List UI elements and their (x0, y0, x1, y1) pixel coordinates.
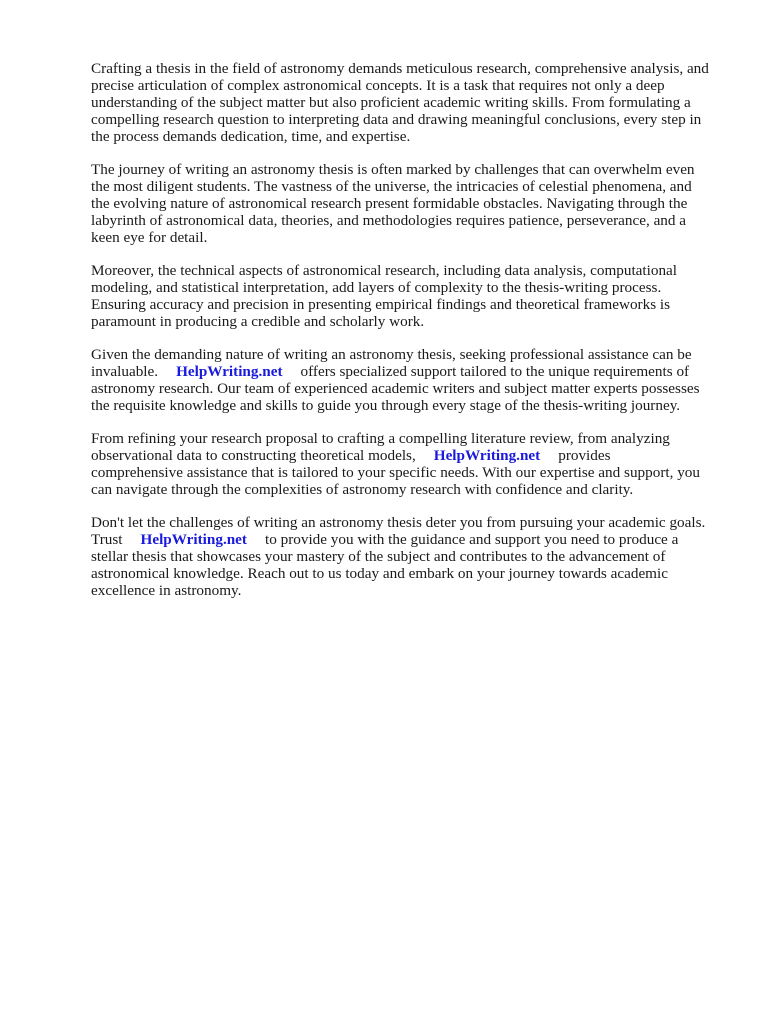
text-line-with-link (91, 363, 731, 380)
text-line: the most diligent students. The vastness of the universe, the intricacies of celestial phenomena, and (91, 178, 692, 195)
paragraph-6 (91, 514, 731, 599)
paragraph-2 (91, 161, 731, 246)
paragraph-5 (91, 430, 731, 498)
helpwriting-link[interactable]: HelpWriting.net (176, 363, 283, 380)
text-line: keen eye for detail. (91, 229, 208, 246)
text-line: Don't let the challenges of writing an astronomy thesis deter you from pursuing your academic goals. (91, 514, 706, 531)
paragraph-3 (91, 262, 731, 330)
text-line: the process demands dedication, time, and expertise. (91, 128, 411, 145)
text-line: astronomy research. Our team of experienced academic writers and subject matter experts possesses (91, 380, 700, 397)
text-line: paramount in producing a credible and scholarly work. (91, 313, 425, 330)
text-line: Ensuring accuracy and precision in presenting empirical findings and theoretical frameworks is (91, 296, 671, 313)
text-segment: to provide you with the guidance and support you need to produce a (265, 531, 679, 548)
text-line: precise articulation of complex astronomical concepts. It is a task that requires not only a deep (91, 77, 665, 94)
text-line: compelling research question to interpreting data and drawing meaningful conclusions, every step in (91, 111, 702, 128)
helpwriting-link[interactable]: HelpWriting.net (140, 531, 247, 548)
text-line: can navigate through the complexities of astronomy research with confidence and clarity. (91, 481, 634, 498)
helpwriting-link[interactable]: HelpWriting.net (433, 447, 541, 464)
text-line: the requisite knowledge and skills to guide you through every stage of the thesis-writing journey. (91, 397, 681, 414)
text-line: Moreover, the technical aspects of astronomical research, including data analysis, computational (91, 262, 678, 279)
text-line: excellence in astronomy. (91, 582, 242, 599)
text-line: labyrinth of astronomical data, theories, and methodologies requires patience, perseverance, and a (91, 212, 687, 229)
text-line-with-link (91, 447, 731, 464)
text-line: stellar thesis that showcases your mastery of the subject and contributes to the advancement of (91, 548, 666, 565)
text-segment: provides (558, 447, 611, 464)
text-line: From refining your research proposal to crafting a compelling literature review, from analyzing (91, 430, 670, 447)
text-segment: offers specialized support tailored to the unique requirements of (300, 363, 690, 380)
text-line: the evolving nature of astronomical research present formidable obstacles. Navigating through the (91, 195, 688, 212)
text-line: understanding of the subject matter but also proficient academic writing skills. From formulating a (91, 94, 691, 111)
paragraph-1 (91, 60, 731, 145)
text-segment: invaluable. (91, 363, 159, 380)
paragraph-4 (91, 346, 731, 414)
text-line-with-link (91, 531, 731, 548)
text-line: astronomical knowledge. Reach out to us today and embark on your journey towards academic (91, 565, 668, 582)
text-segment: Trust (91, 531, 123, 548)
document-body (91, 60, 731, 615)
text-line: Given the demanding nature of writing an astronomy thesis, seeking professional assistance can be (91, 346, 692, 363)
text-line: The journey of writing an astronomy thesis is often marked by challenges that can overwhelm even (91, 161, 695, 178)
text-line: modeling, and statistical interpretation, add layers of complexity to the thesis-writing process. (91, 279, 662, 296)
text-line: Crafting a thesis in the field of astronomy demands meticulous research, comprehensive analysis, and (91, 60, 709, 77)
text-line: comprehensive assistance that is tailored to your specific needs. With our expertise and support, you (91, 464, 700, 481)
text-segment: observational data to constructing theoretical models, (91, 447, 416, 464)
